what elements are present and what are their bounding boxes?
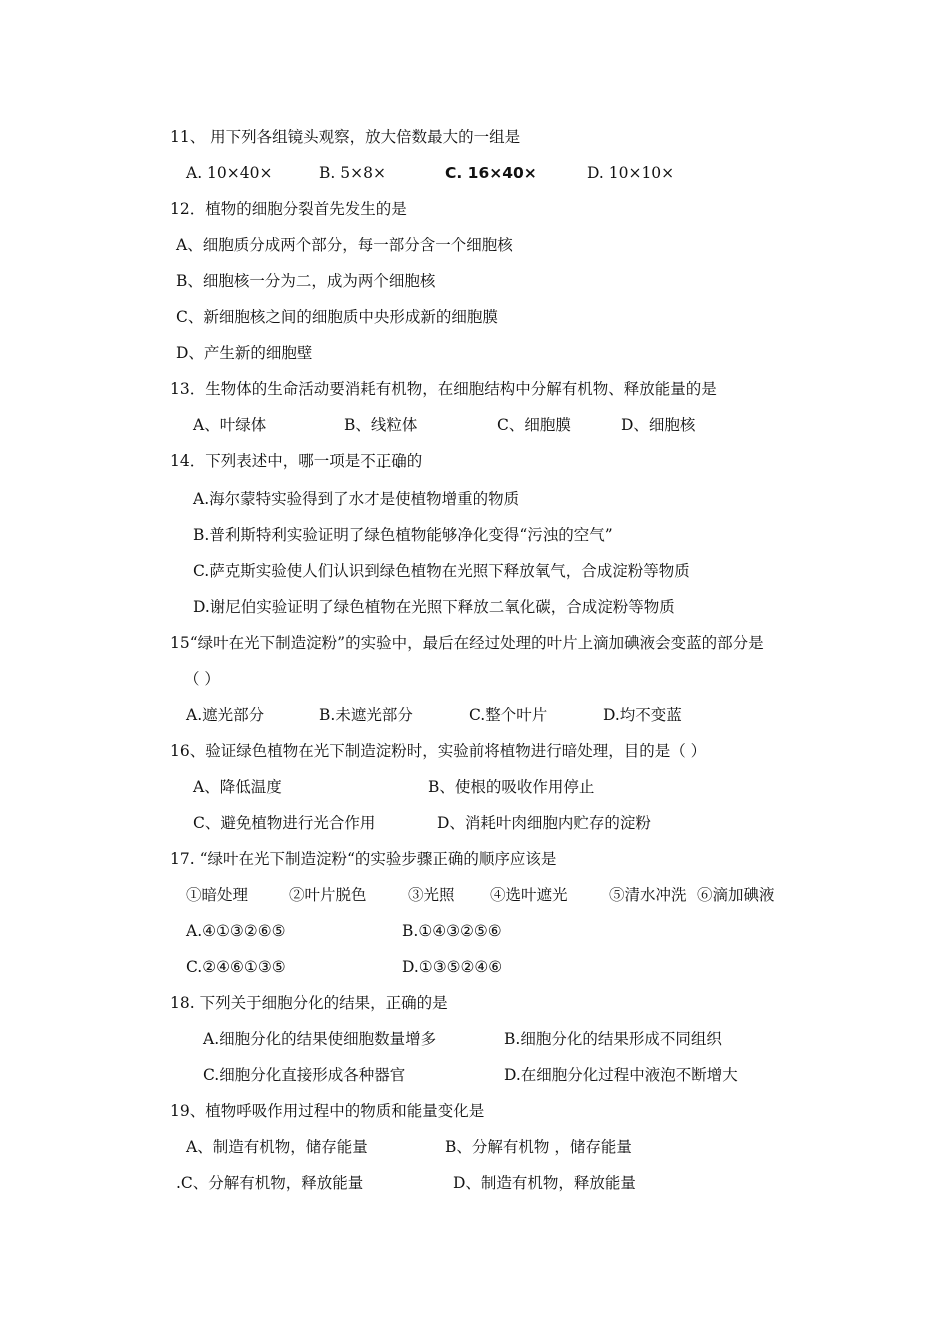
q17-step-4: ④选叶遮光 <box>490 886 568 904</box>
q14-stem <box>170 451 422 471</box>
q19-stem: 19、植物呼吸作用过程中的物质和能量变化是 <box>170 1102 485 1120</box>
q11-option-a: A. 10×40× <box>186 164 273 182</box>
q15-answer-paren: （ ） <box>184 670 220 688</box>
q15-option-b: B.未遮光部分 <box>319 706 413 724</box>
q14-emphasis-char-1: 不 <box>360 452 376 470</box>
q17-option-d: D.①③⑤②④⑥ <box>402 958 503 976</box>
q12-option-d: D、产生新的细胞壁 <box>176 344 313 362</box>
q14-option-b: B.普利斯特利实验证明了绿色植物能够净化变得“污浊的空气” <box>193 526 613 544</box>
q17-step-6: ⑥滴加碘液 <box>697 886 775 904</box>
q12-option-b: B、细胞核一分为二，成为两个细胞核 <box>176 272 436 290</box>
q17-step-3: ③光照 <box>408 886 455 904</box>
q18-option-c: C.细胞分化直接形成各种器官 <box>203 1066 406 1084</box>
q17-step-5: ⑤清水冲洗 <box>609 886 687 904</box>
q14-emphasis-char-2: 正 <box>375 452 392 470</box>
q18-option-b: B.细胞分化的结果形成不同组织 <box>504 1030 722 1048</box>
q13-stem: 13．生物体的生命活动要消耗有机物，在细胞结构中分解有机物、释放能量的是 <box>170 380 717 398</box>
q11-option-d: D. 10×10× <box>587 164 675 182</box>
q14-emphasis-char-3: 确 <box>391 452 407 470</box>
q16-option-a: A、降低温度 <box>193 778 282 796</box>
q14-stem-suffix: 的 <box>406 452 423 470</box>
q18-option-a: A.细胞分化的结果使细胞数量增多 <box>203 1030 437 1048</box>
q19-option-d: D、制造有机物，释放能量 <box>453 1174 636 1192</box>
q13-option-c: C、细胞膜 <box>497 416 571 434</box>
q17-stem: 17. “绿叶在光下制造淀粉“的实验步骤正确的顺序应该是 <box>170 850 557 868</box>
q16-option-b: B、使根的吸收作用停止 <box>428 778 595 796</box>
q17-option-b: B.①④③②⑤⑥ <box>402 922 502 940</box>
q13-option-d: D、细胞核 <box>621 416 696 434</box>
q14-option-c: C.萨克斯实验使人们认识到绿色植物在光照下释放氧气，合成淀粉等物质 <box>193 562 690 580</box>
q17-option-a: A.④①③②⑥⑤ <box>186 922 286 940</box>
q12-stem: 12．植物的细胞分裂首先发生的是 <box>170 200 407 218</box>
q17-option-c: C.②④⑥①③⑤ <box>186 958 286 976</box>
q11-stem: 11、 用下列各组镜头观察，放大倍数最大的一组是 <box>170 128 521 146</box>
q17-step-1: ①暗处理 <box>186 886 249 904</box>
q16-option-c: C、避免植物进行光合作用 <box>193 814 376 832</box>
q11-option-b: B. 5×8× <box>319 164 386 182</box>
q18-option-d: D.在细胞分化过程中液泡不断增大 <box>504 1066 738 1084</box>
q13-option-a: A、叶绿体 <box>193 416 267 434</box>
q12-option-c: C、新细胞核之间的细胞质中央形成新的细胞膜 <box>176 308 498 326</box>
q17-step-2: ②叶片脱色 <box>289 886 367 904</box>
q13-option-b: B、线粒体 <box>344 416 418 434</box>
q16-option-d: D、消耗叶肉细胞内贮存的淀粉 <box>437 814 651 832</box>
q15-stem: 15“绿叶在光下制造淀粉”的实验中，最后在经过处理的叶片上滴加碘液会变蓝的部分是 <box>170 634 764 652</box>
q19-option-a: A、制造有机物，储存能量 <box>186 1138 368 1156</box>
q19-option-b: B、分解有机物 ，储存能量 <box>445 1138 632 1156</box>
q15-option-d: D.均不变蓝 <box>603 706 682 724</box>
q16-stem: 16、验证绿色植物在光下制造淀粉时，实验前将植物进行暗处理，目的是（ ） <box>170 742 707 760</box>
q12-option-a: A、细胞质分成两个部分，每一部分含一个细胞核 <box>176 236 513 254</box>
q18-stem: 18. 下列关于细胞分化的结果，正确的是 <box>170 994 448 1012</box>
q14-option-a: A.海尔蒙特实验得到了水才是使植物增重的物质 <box>193 490 520 508</box>
q14-option-d: D.谢尼伯实验证明了绿色植物在光照下释放二氧化碳，合成淀粉等物质 <box>193 598 675 616</box>
q14-stem-prefix: 14．下列表述中，哪一项是 <box>170 452 361 470</box>
q15-option-c: C.整个叶片 <box>469 706 548 724</box>
q19-option-c: .C、分解有机物，释放能量 <box>176 1174 364 1192</box>
q11-option-c: C. 16×40× <box>445 164 537 182</box>
q15-option-a: A.遮光部分 <box>186 706 265 724</box>
